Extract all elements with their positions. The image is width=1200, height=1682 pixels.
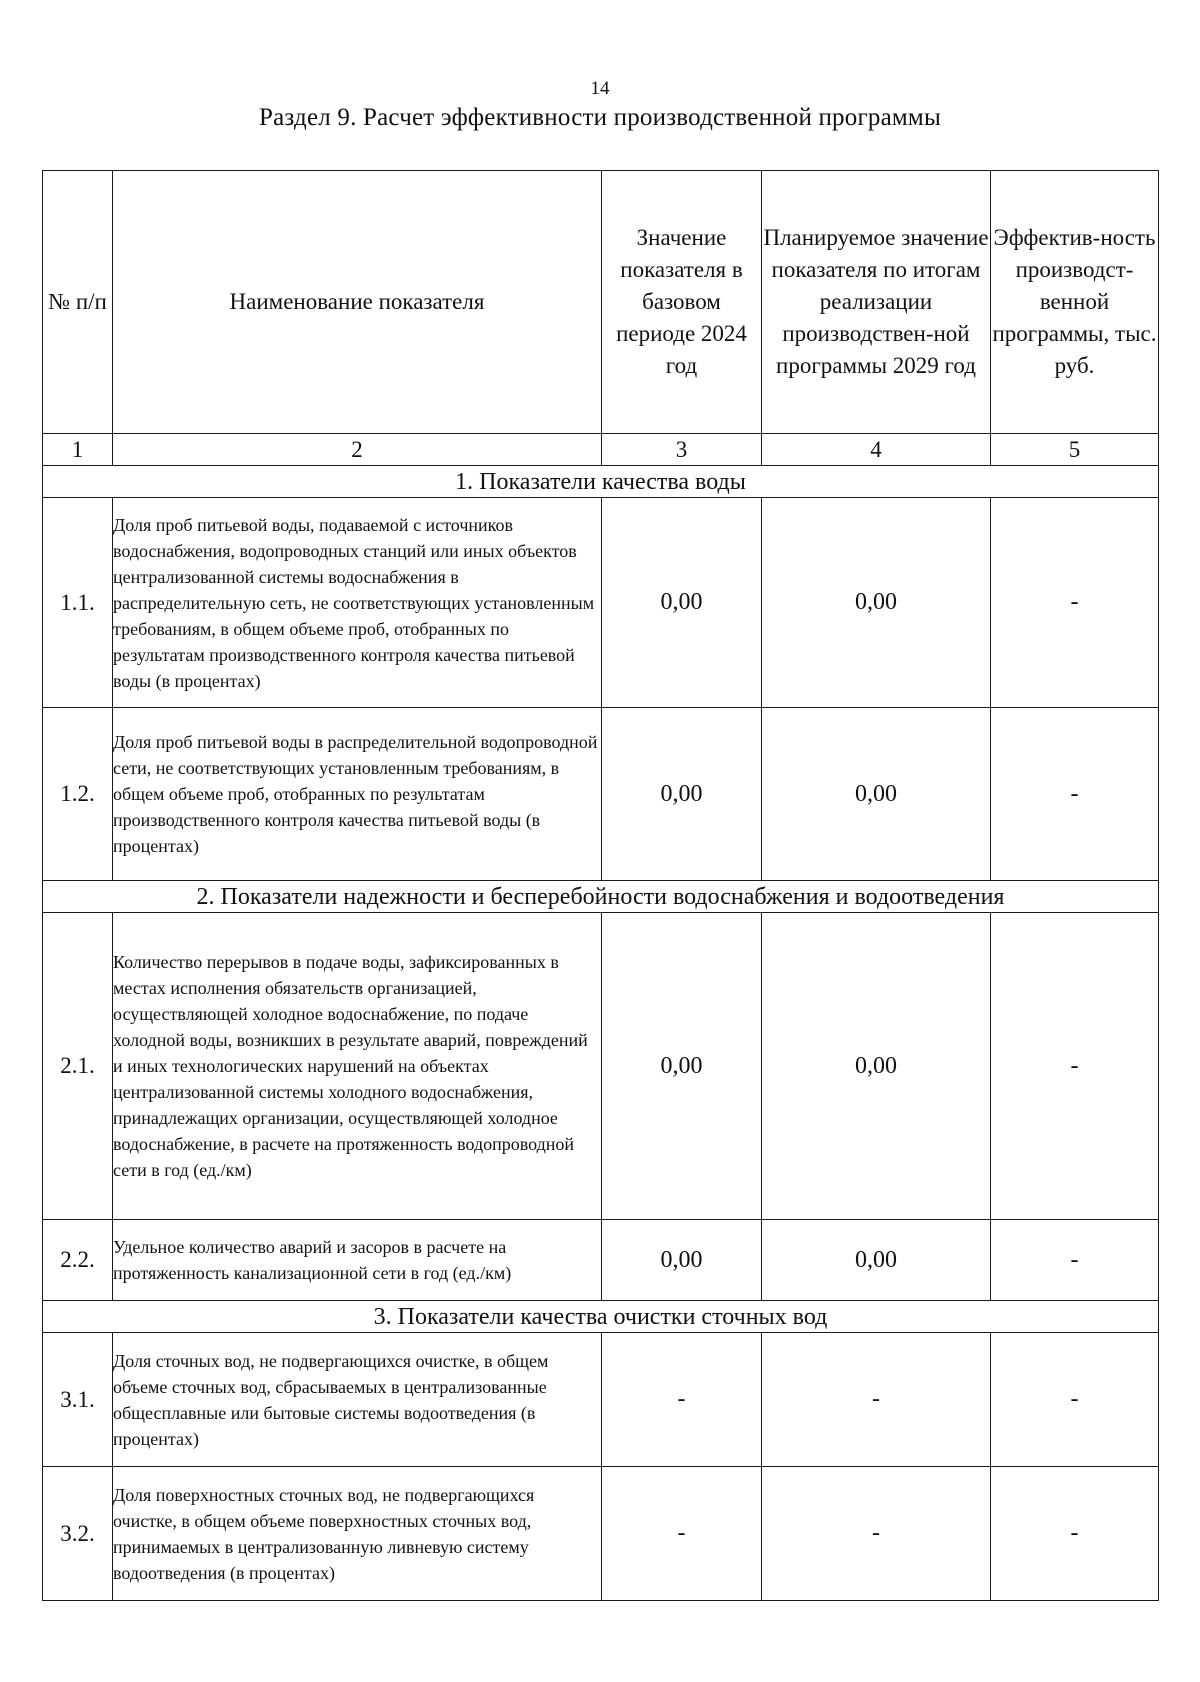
row-efficiency: - [991,1333,1159,1467]
table-row [43,1333,1159,1467]
row-planned-value: 0,00 [762,708,991,881]
row-name: Доля сточных вод, не подвергающихся очистке, в общем объеме сточных вод, сбрасываемых в централизованные общесплавные или бытовые системы водоотведения (в процентах) [113,1333,602,1467]
row-index: 2.2. [43,1220,113,1301]
efficiency-table [42,170,1159,1601]
row-index: 3.1. [43,1333,113,1467]
table-row [43,708,1159,881]
column-number: 5 [991,434,1159,466]
page-title: Раздел 9. Расчет эффективности производственной программы [259,104,941,131]
row-efficiency: - [991,708,1159,881]
row-efficiency: - [991,1467,1159,1601]
header-planned-value: Планируемое значение показателя по итогам реализации производствен-ной программы 2029 год [762,171,991,434]
row-name: Доля проб питьевой воды в распределительной водопроводной сети, не соответствующих установленным требованиям, в общем объеме проб, отобранных по результатам производственного контроля качества питьевой воды (в процентах) [113,708,602,881]
table-row [43,498,1159,708]
row-efficiency: - [991,913,1159,1220]
row-base-value: 0,00 [602,708,762,881]
row-planned-value: 0,00 [762,913,991,1220]
row-index: 3.2. [43,1467,113,1601]
row-base-value: 0,00 [602,498,762,708]
table-row [43,1220,1159,1301]
section-header [43,466,1159,498]
row-planned-value: 0,00 [762,1220,991,1301]
page-number: 14 [590,78,610,99]
header-name: Наименование показателя [113,171,602,434]
row-efficiency: - [991,498,1159,708]
column-number: 3 [602,434,762,466]
section-header [43,881,1159,913]
column-number: 1 [43,434,113,466]
section-title: 1. Показатели качества воды [43,466,1159,498]
section-title: 2. Показатели надежности и бесперебойности водоснабжения и водоотведения [43,881,1159,913]
section-title: 3. Показатели качества очистки сточных вод [43,1301,1159,1333]
row-efficiency: - [991,1220,1159,1301]
row-planned-value: 0,00 [762,498,991,708]
header-base-value: Значение показателя в базовом периоде 2024 год [602,171,762,434]
row-name: Доля проб питьевой воды, подаваемой с источников водоснабжения, водопроводных станций или иных объектов централизованной системы водоснабжения в распределительную сеть, не соответствующих установленным требованиям, в общем объеме проб, отобранных по результатам производственного контроля качества питьевой воды (в процентах) [113,498,602,708]
row-planned-value: - [762,1467,991,1601]
row-base-value: - [602,1467,762,1601]
header-efficiency: Эффектив-ность производст-венной программы, тыс. руб. [991,171,1159,434]
table-header-row [43,171,1159,434]
header-index: № п/п [43,171,113,434]
row-planned-value: - [762,1333,991,1467]
row-base-value: - [602,1333,762,1467]
row-name: Доля поверхностных сточных вод, не подвергающихся очистке, в общем объеме поверхностных сточных вод, принимаемых в централизованную ливневую систему водоотведения (в процентах) [113,1467,602,1601]
row-index: 2.1. [43,913,113,1220]
section-header [43,1301,1159,1333]
table-row [43,1467,1159,1601]
column-number: 2 [113,434,602,466]
row-name: Удельное количество аварий и засоров в расчете на протяженность канализационной сети в год (ед./км) [113,1220,602,1301]
row-index: 1.2. [43,708,113,881]
column-number: 4 [762,434,991,466]
row-index: 1.1. [43,498,113,708]
table-row [43,913,1159,1220]
row-base-value: 0,00 [602,1220,762,1301]
row-base-value: 0,00 [602,913,762,1220]
row-name: Количество перерывов в подаче воды, зафиксированных в местах исполнения обязательств организацией, осуществляющей холодное водоснабжение, по подаче холодной воды, возникших в результате аварий, повреждений и иных технологических нарушений на объектах централизованной системы холодного водоснабжения, принадлежащих организации, осуществляющей холодное водоснабжение, в расчете на протяженность водопроводной сети в год (ед./км) [113,913,602,1220]
column-number-row [43,434,1159,466]
